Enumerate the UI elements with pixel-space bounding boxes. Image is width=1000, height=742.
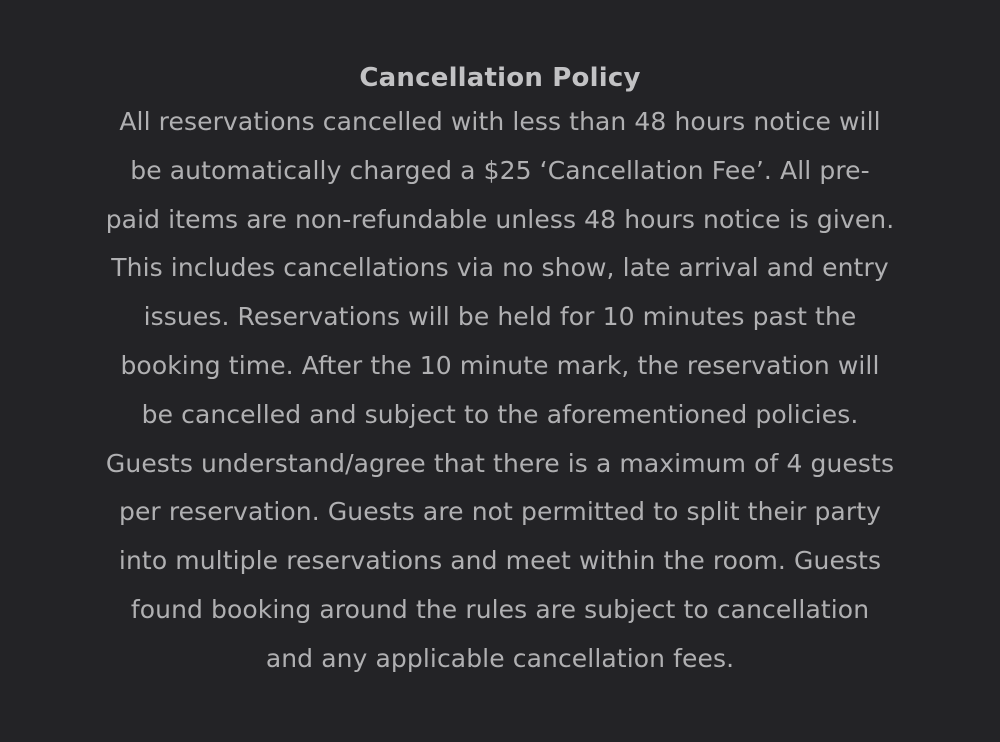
policy-text-line: and any applicable cancellation fees. <box>265 643 735 673</box>
policy-text-line: be cancelled and subject to the aforementioned policies. <box>141 399 859 429</box>
policy-body <box>35 98 965 684</box>
policy-text-line: per reservation. Guests are not permitted to split their party <box>118 497 882 527</box>
policy-text-line: All reservations cancelled with less than 48 hours notice will <box>119 107 881 136</box>
policy-text-line: issues. Reservations will be held for 10 minutes past the <box>143 302 857 332</box>
policy-text-line: booking time. After the 10 minute mark, the reservation will <box>120 350 880 380</box>
policy-text-line: paid items are non-refundable unless 48 hours notice is given. <box>105 204 895 234</box>
policy-text-line: This includes cancellations via no show, late arrival and entry <box>111 253 889 283</box>
policy-text-line: found booking around the rules are subject to cancellation <box>130 594 870 624</box>
policy-text-line: be automatically charged a $25 ‘Cancellation Fee’. All pre- <box>130 155 870 185</box>
policy-text-line: Guests understand/agree that there is a maximum of 4 guests <box>105 448 895 478</box>
policy-text-line: into multiple reservations and meet within the room. Guests <box>118 546 882 576</box>
policy-title: Cancellation Policy <box>359 63 641 93</box>
